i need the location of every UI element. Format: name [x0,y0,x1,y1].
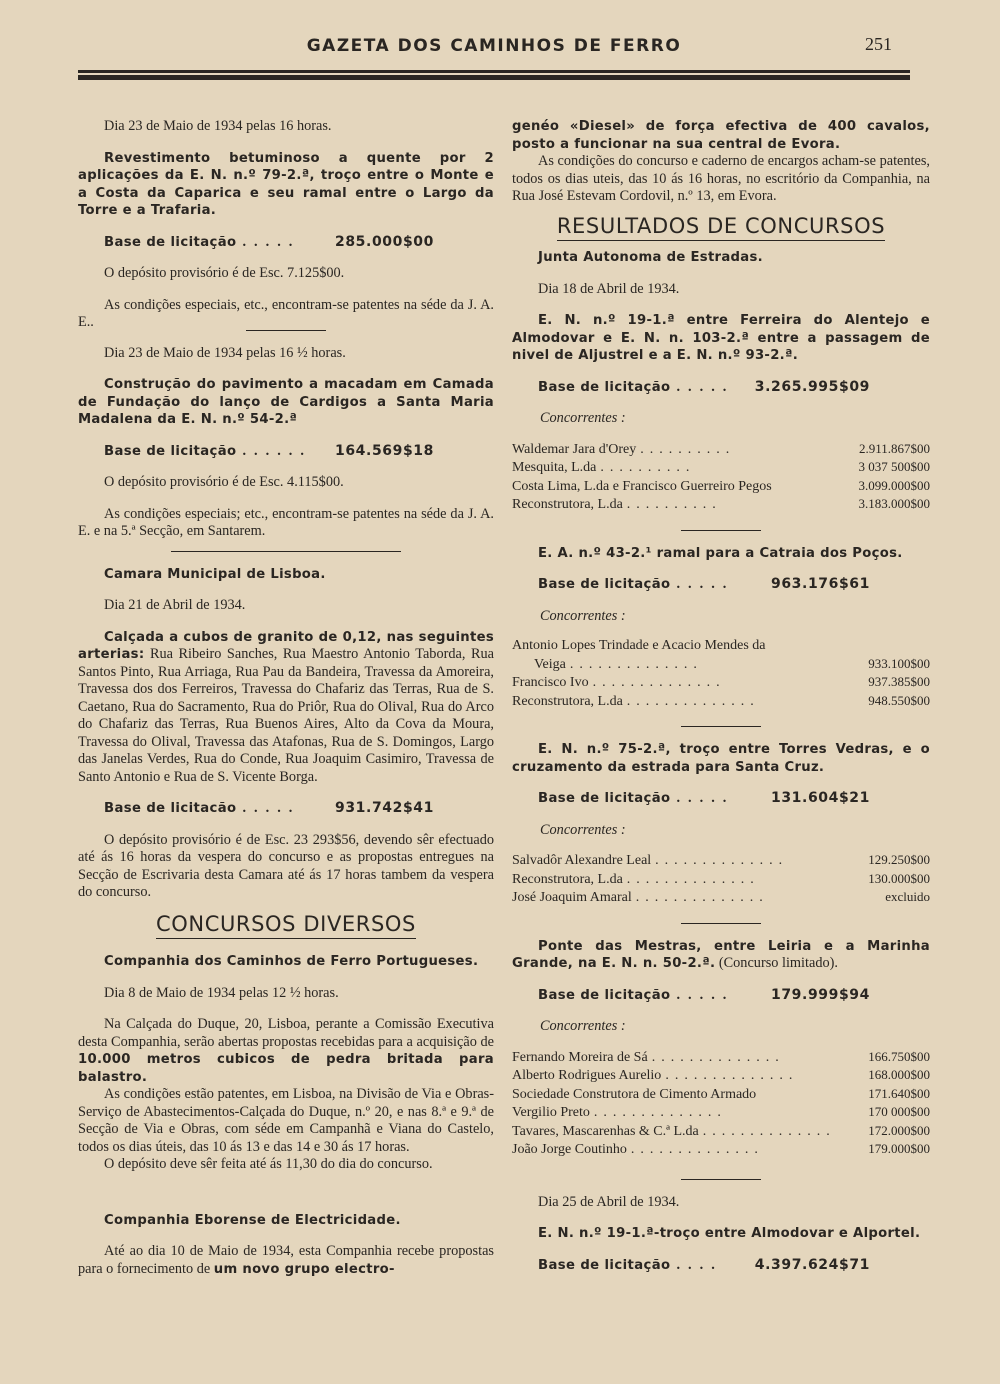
base-label: Base de licitação [104,443,237,459]
bidder-row: Alberto Rodrigues Aurelio .............. 168.000$00 [512,1067,930,1083]
institution-heading: Companhia dos Caminhos de Ferro Portugueses. [104,954,479,969]
tender-continuation: genéo «Diesel» de força efectiva de 400 cavalos, posto a funcionar na sua central de Evora. [512,119,930,152]
tender-title: Construção do pavimento a macadam em Camada de Fundação do lanço de Cardigos a Santa Maria Madalena da E. N. n.º 54-2.ª [78,377,494,427]
bidder-row: Vergilio Preto .............. 170 000$00 [512,1104,930,1120]
bidder-row: João Jorge Coutinho .............. 179.000$00 [512,1141,930,1157]
page-header [78,34,910,82]
street-list: Rua Ribeiro Sanches, Rua Maestro Antonio Taborda, Rua Santos Pinto, Rua Arriaga, Rua Pau da Bandeira, Travessa da Amoreira, Travessa dos dos Ferreiros, Travessa do Chafariz das Terras, Rua de S. Caetano, Rua do Sacramento, Rua do Priôr, Rua do Olival, Rua do Arco do Chafariz das Terras, Rua Buenos Aires, Alto da Cova da Moura, Travessa do Olival, Travessa das Atafonas, Rua de S. Domingos, Largo das Janelas Verdes, Rua do Conde, Rua Joaquim Casimiro, Travessa de Santo Antonio e Rua de S. Vicente Borga. [78,646,494,785]
divider [681,726,761,727]
bidders-list [512,637,930,710]
base-licitacao-row: Base de licitação ..... 963.176$61 [538,576,870,592]
conditions-text: As condições especiais; etc., encontram-se patentes na séde da J. A. E. e na 5.ª Secção, em Santarem. [78,505,494,539]
deposit-text: O depósito provisório é de Esc. 4.115$00. [104,474,344,490]
bidder-row: Antonio Lopes Trindade e Acacio Mendes da [512,638,766,653]
concorrentes-label: Concorrentes : [540,1018,626,1034]
base-licitacao-row: Base de licitação ..... 131.604$21 [538,790,870,806]
tender-title: Ponte das Mestras, entre Leiria e a Marinha Grande, na E. N. n. 50-2.ª. (Concurso limitado). [512,938,930,971]
bidders-list [512,851,930,907]
divider [681,923,761,924]
divider [681,1179,761,1180]
conditions-text: As condições estão patentes, em Lisboa, na Divisão de Via e Obras-Serviço de Abastecimentos-Calçada do Duque, n.º 20, e nas 8.ª e 9.ª de Secção de Via e Obras, com séde em Campanhã e Viana do Castelo, todos os dias úteis, das 10 ás 13 e das 14 e 30 ás 17 horas. [78,1086,494,1155]
bidder-row: Francisco Ivo .............. 937.385$00 [512,674,930,690]
date-line: Dia 23 de Maio de 1934 pelas 16 horas. [104,118,332,134]
tender-title: E. N. n.º 75-2.ª, troço entre Torres Vedras, e o cruzamento da estrada para Santa Cruz. [512,742,930,775]
journal-title: GAZETA DOS CAMINHOS DE FERRO [306,36,682,56]
section-heading: RESULTADOS DE CONCURSOS [512,218,930,236]
section-heading: CONCURSOS DIVERSOS [78,916,494,934]
deposit-text: O depósito deve sêr feita até ás 11,30 do dia do concurso. [104,1156,433,1172]
tender-title: E. N. n.º 19-1.ª entre Ferreira do Alentejo e Almodovar e E. N. n. 103-2.ª entre a passagem de nivel de Aljustrel e a E. N. n.º 93-2.ª. [512,313,930,363]
bidder-row: José Joaquim Amaral .............. excluido [512,889,930,905]
bidders-list [512,1048,930,1159]
base-amount: 164.569$18 [335,442,434,459]
header-rule-thin [78,70,910,73]
base-amount: 931.742$41 [335,800,434,816]
divider [171,551,401,552]
bidders-list [512,440,930,514]
deposit-text: O depósito provisório é de Esc. 23 293$56, devendo sêr efectuado até ás 16 horas da vespera do concurso e as propostas entregues na Secção de Escrivaria desta Camara até ás 17 horas tambem da vespera do concurso. [78,831,494,900]
conditions-text: As condições especiais, etc., encontram-se patentes na séde da J. A. E.. [78,296,494,330]
base-licitacao-row: Base de licitação ..... 179.999$94 [538,986,870,1003]
date-line: Dia 25 de Abril de 1934. [538,1193,680,1210]
base-licitacao-row: Base de licitação ..... 285.000$00 [104,233,434,250]
left-column [78,118,494,1278]
bidder-row: Mesquita, L.da .......... 3 037 500$00 [512,459,930,475]
date-line: Dia 18 de Abril de 1934. [538,280,680,297]
bidder-row: Reconstrutora, L.da .......... 3.183.000$00 [512,496,930,512]
page-number: 251 [865,34,892,54]
tender-title: Revestimento betuminoso a quente por 2 aplicações da E. N. n.º 79-2.ª, troço entre o Monte e a Costa da Caparica e seu ramal entre o Largo da Torre e a Trafaria. [78,150,494,218]
bidder-row: Waldemar Jara d'Orey .......... 2.911.867$00 [512,440,930,457]
bidder-row: Veiga .............. 933.100$00 [534,655,930,672]
date-line: Dia 8 de Maio de 1934 pelas 12 ½ horas. [104,984,339,1001]
bidder-row: Reconstrutora, L.da .............. 948.550$00 [512,692,930,709]
tender-title: E. A. n.º 43-2.¹ ramal para a Catraia dos Poços. [538,545,903,561]
base-licitacao-row: Base de licitação ...... 164.569$18 [104,442,434,459]
right-column [512,118,930,1274]
divider [681,530,761,531]
tender-title: E. N. n.º 19-1.ª-troço entre Almodovar e Alportel. [538,1226,921,1241]
base-amount: 285.000$00 [335,233,434,250]
base-licitacao-row: Base de licitação .... 4.397.624$71 [538,1256,870,1273]
bidder-row: Tavares, Mascarenhas & C.ª L.da .............. 172.000$00 [512,1122,930,1139]
date-line: Dia 23 de Maio de 1934 pelas 16 ½ horas. [104,344,346,361]
tender-paragraph [78,629,494,787]
bidder-row: Fernando Moreira de Sá .............. 166.750$00 [512,1048,930,1065]
tender-paragraph: Na Calçada do Duque, 20, Lisboa, perante a Comissão Executiva desta Companhia, serão abertas propostas recebidas para a acquisição de 10.000 metros cubicos de pedra britada para balastro. [78,1016,494,1085]
base-label: Base de licitação [104,234,237,250]
divider [246,330,326,331]
bidder-row: Reconstrutora, L.da .............. 130.000$00 [512,870,930,887]
base-label: Base de licitacão [104,801,237,816]
concorrentes-label: Concorrentes : [540,607,626,624]
institution-heading: Junta Autonoma de Estradas. [538,250,763,265]
base-licitacao-row: Base de licitação ..... 3.265.995$09 [538,378,870,395]
bidder-row: Costa Lima, L.da e Francisco Guerreiro Pegos 3.099.000$00 [512,477,930,494]
bidder-row: Sociedade Construtora de Cimento Armado 171.640$00 [512,1085,930,1102]
header-rule-thick [78,75,910,80]
date-line: Dia 21 de Abril de 1934. [104,597,246,613]
concorrentes-label: Concorrentes : [540,410,626,426]
institution-heading: Camara Municipal de Lisboa. [104,566,326,582]
conditions-text: As condições do concurso e caderno de encargos acham-se patentes, todos os dias uteis, das 10 ás 16 horas, no escritório da Companhia, na Rua José Estevam Cordovil, n.º 13, em Evora. [512,153,930,204]
bidder-row: Salvadôr Alexandre Leal .............. 129.250$00 [512,852,930,868]
tender-title: Calçada a cubos de granito de 0,12, nas seguintes arterias: [78,629,494,662]
concorrentes-label: Concorrentes : [540,821,626,838]
institution-heading: Companhia Eborense de Electricidade. [104,1212,401,1228]
base-licitacao-row: Base de licitacão ..... 931.742$41 [104,800,434,816]
tender-paragraph: Até ao dia 10 de Maio de 1934, esta Companhia recebe propostas para o fornecimento de um novo grupo electro- [78,1243,494,1277]
deposit-text: O depósito provisório é de Esc. 7.125$00. [104,265,345,281]
